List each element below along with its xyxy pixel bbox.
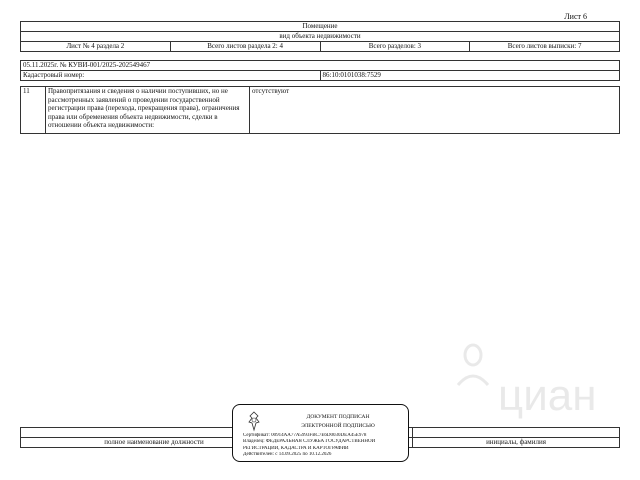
claims-table <box>20 86 620 134</box>
cadastral-value: 86:10:0101038:7529 <box>320 71 620 81</box>
row-value: отсутствуют <box>250 87 620 134</box>
watermark-logo <box>438 330 618 440</box>
sheet-number: Лист 6 <box>564 12 587 21</box>
row-label: Правопритязания и сведения о наличии поступивших, но не рассмотренных заявлений о проведении государственной регистрации права (перехода, прекращения права), ограничения права или обременения объекта недвижимости, сделки в отношении объекта недвижимости: <box>46 87 250 134</box>
sheet-of-section: Лист № 4 раздела 2 <box>21 42 171 52</box>
stamp-owner-1: Владелец: ФЕДЕРАЛЬНАЯ СЛУЖБА ГОСУДАРСТВЕННОЙ <box>243 439 376 445</box>
signature-stamp <box>232 404 409 462</box>
position-label: полное наименование должности <box>21 438 288 448</box>
stamp-owner-2: РЕГИСТРАЦИИ, КАДАСТРА И КАРТОГРАФИИ <box>243 445 349 451</box>
stamp-certificate: Сертификат: 00914AA77A5993FBC7E6D0030DEA45E978 <box>243 433 367 438</box>
stamp-title-2: ЭЛЕКТРОННОЙ ПОДПИСЬЮ <box>301 423 375 429</box>
coat-of-arms-icon <box>243 410 265 432</box>
stamp-title-1: ДОКУМЕНТ ПОДПИСАН <box>306 414 370 420</box>
stamp-valid: Действителен: с 14.09.2025 по 10.12.2026 <box>243 452 332 458</box>
table-row <box>21 87 620 134</box>
sections-total: Всего разделов: 3 <box>320 42 470 52</box>
object-title: Помещение <box>21 22 620 32</box>
document-number: 05.11.2025г. № КУВИ-001/2025-202549467 <box>21 61 620 71</box>
watermark-text: циан <box>498 371 597 420</box>
meta-table <box>20 60 620 81</box>
extract-sheets-total: Всего листов выписки: 7 <box>470 42 620 52</box>
header-table <box>20 21 620 52</box>
row-number: 11 <box>21 87 46 134</box>
cadastral-label: Кадастровый номер: <box>21 71 321 81</box>
section-sheets-total: Всего листов раздела 2: 4 <box>170 42 320 52</box>
name-label: инициалы, фамилия <box>413 438 620 448</box>
object-subtitle: вид объекта недвижимости <box>21 32 620 42</box>
